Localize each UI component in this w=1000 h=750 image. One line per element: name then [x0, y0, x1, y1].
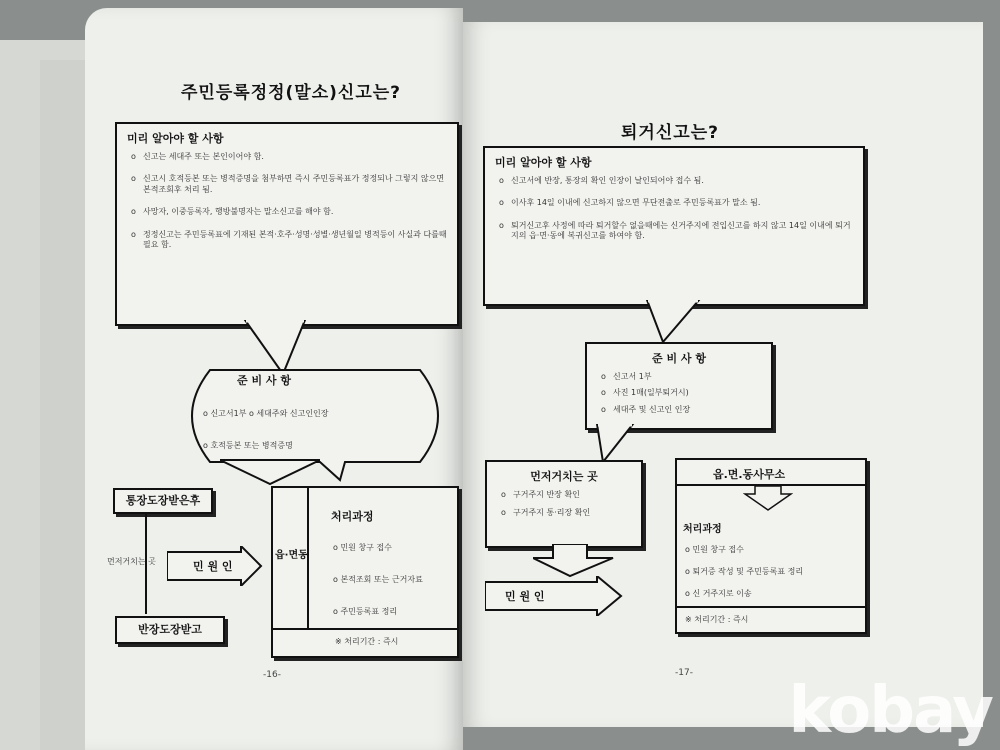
right-office-step-text: 퇴거증 작성 및 주민등록표 정리: [692, 567, 804, 576]
right-notice-item: o 이사후 14일 이내에 신고하지 않으면 무단전출로 주민등록표가 말소 됨.: [499, 198, 853, 208]
right-prep-item: o 사진 1매(일부퇴거시): [601, 388, 761, 398]
left-notice-item: o 사망자, 이중등록자, 행방불명자는 말소신고를 해야 함.: [131, 207, 447, 217]
right-prep-heading: 준 비 사 항: [652, 352, 706, 365]
left-notice-item: o 신고는 세대주 또는 본인이어야 함.: [131, 152, 447, 162]
right-first-visit-box: [485, 460, 643, 548]
right-office-duration: ※ 처리기간 : 즉시: [685, 615, 749, 624]
right-prep-pointer: [593, 424, 643, 464]
right-page-title: 퇴거신고는?: [621, 123, 719, 143]
right-notice-item: o 퇴거신고후 사정에 따라 퇴거할수 없을때에는 신거주지에 전입신고를 하지 않고 14일 이내에 퇴거지의 읍·면·동에 복귀신고를 하여야 함.: [499, 221, 853, 242]
right-office-process-title: 처리과정: [683, 524, 722, 535]
office-step: o 주민등록표 정리: [333, 607, 398, 616]
left-down-arrow: [220, 456, 320, 488]
right-notice-item: o 신고서에 반장, 통장의 확인 인장이 날인되어야 접수 됨.: [499, 176, 853, 186]
left-page-title: 주민등록정정(말소)신고는?: [181, 83, 402, 103]
right-office-step-text: 신 거주지로 이송: [692, 589, 752, 598]
right-prep-box: [585, 342, 773, 430]
right-prep-item: o 신고서 1부: [601, 372, 761, 382]
right-page: [463, 22, 983, 727]
office-side-label: 읍·면동: [275, 550, 308, 561]
office-footer-line: [273, 628, 457, 630]
office-process-title: 처리과정: [331, 510, 374, 523]
right-first-visit-heading: 먼저거치는 곳: [530, 470, 598, 483]
left-page-number: -16-: [263, 670, 281, 680]
banjang-box: 반장도장받고: [115, 616, 225, 644]
left-notice-heading: 미리 알아야 할 사항: [127, 132, 224, 145]
left-notice-item: o 신고시 호적등본 또는 병적증명을 첨부하면 즉시 주민등록표가 정정되나 그렇지 않으면 본적조회후 처리 됨.: [131, 174, 447, 195]
right-notice-heading: 미리 알아야 할 사항: [495, 156, 592, 169]
left-prep-item-text: 호적등본 또는 병적증명: [210, 441, 293, 450]
right-office-heading: 읍.면.동사무소: [713, 468, 786, 481]
right-office-step: o 민원 창구 접수: [685, 545, 744, 554]
left-civil-label: 민 원 인: [193, 560, 233, 573]
right-office-step: o 신 거주지로 이송: [685, 589, 752, 598]
left-notice-box: [115, 122, 459, 326]
left-prep-item: o 호적등본 또는 병적증명: [203, 441, 293, 450]
right-office-down-arrow: [743, 486, 793, 512]
right-notice-box: [483, 146, 865, 306]
first-visit-label: 먼저거치는 곳: [107, 557, 156, 566]
right-civil-label: 민 원 인: [505, 590, 545, 603]
office-step: o 본적조회 또는 근거자료: [333, 575, 423, 584]
right-down-arrow: [533, 544, 623, 578]
office-duration: ※ 처리기간 : 즉시: [335, 637, 399, 646]
left-prep-item-text: 신고서1부 o 세대주와 신고인인장: [210, 409, 329, 418]
right-first-visit-item: o 구거주지 반장 확인: [501, 490, 631, 500]
right-prep-item: o 세대주 및 신고인 인장: [601, 405, 761, 415]
right-first-visit-item: o 구거주지 통·리장 확인: [501, 508, 631, 518]
right-notice-pointer: [643, 300, 703, 344]
left-notice-item: o 정정신고는 주민등록표에 기재된 본적·호주·성명·성별·생년월일 병적등이 사실과 다를때 필요 함.: [131, 230, 447, 251]
left-prep-item: o 신고서1부 o 세대주와 신고인인장: [203, 409, 329, 418]
office-step: o 민원 창구 접수: [333, 543, 392, 552]
office-step-text: 주민등록표 정리: [340, 607, 398, 616]
office-step-text: 민원 창구 접수: [340, 543, 392, 552]
watermark-logo: kobay: [788, 674, 992, 748]
right-office-step-text: 민원 창구 접수: [692, 545, 744, 554]
tongjang-box: 통장도장받은후: [113, 488, 213, 514]
left-page: [85, 8, 463, 750]
right-page-number: -17-: [675, 668, 693, 678]
right-office-step: o 퇴거증 작성 및 주민등록표 정리: [685, 567, 804, 576]
right-office-footer-line: [677, 606, 865, 608]
left-prep-heading: 준 비 사 항: [237, 374, 291, 387]
office-step-text: 본적조회 또는 근거자료: [340, 575, 423, 584]
